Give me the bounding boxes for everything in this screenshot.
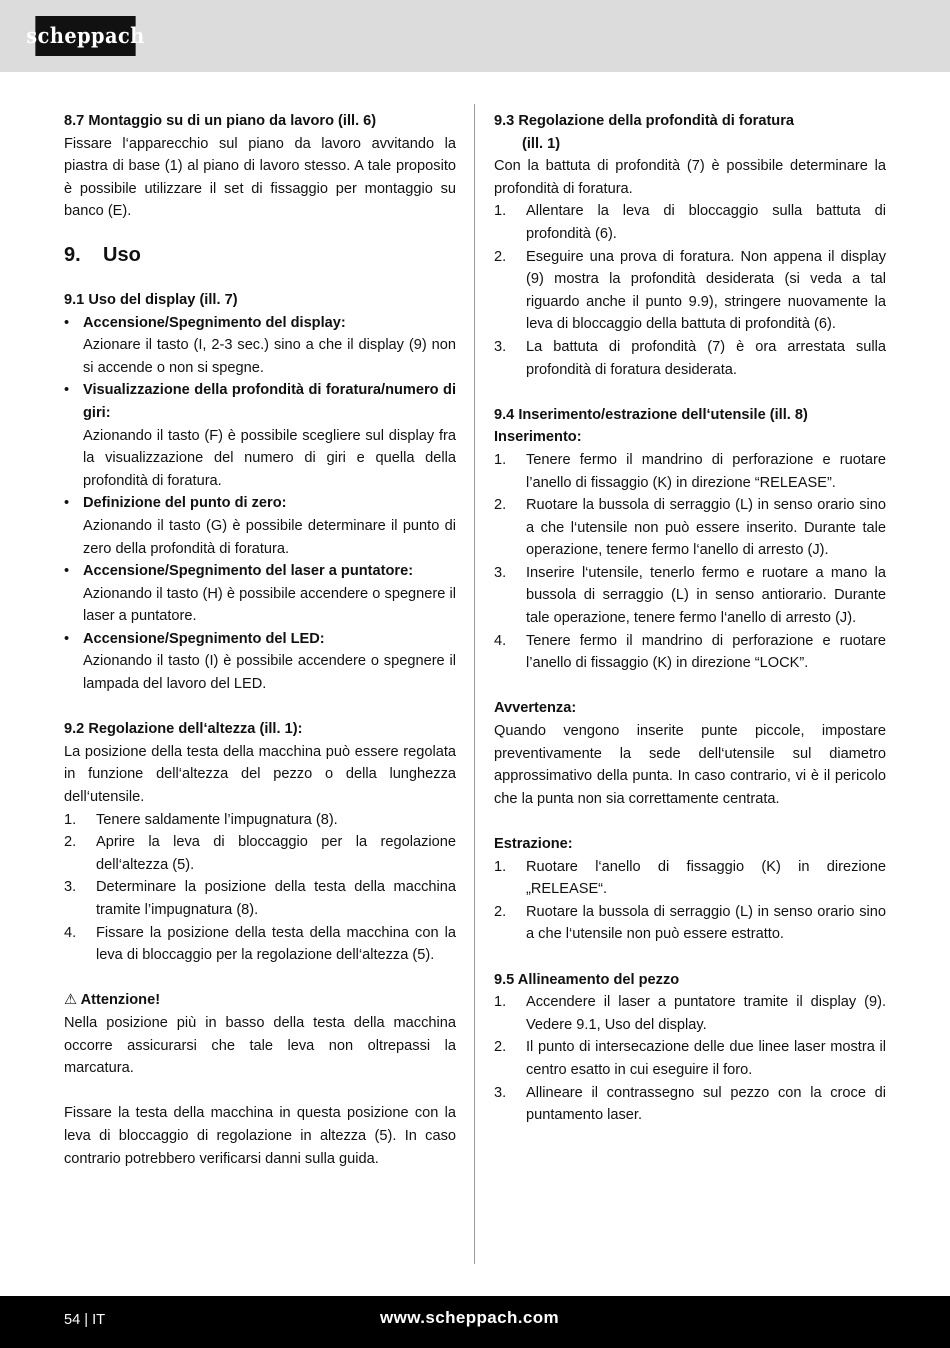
extraction-subtitle: Estrazione: — [494, 836, 573, 852]
chapter-title: Uso — [103, 243, 141, 266]
chapter-number: 9. — [64, 243, 81, 266]
column-divider — [474, 104, 475, 1264]
list-item — [494, 1036, 886, 1081]
step-number: 3. — [64, 879, 77, 896]
section-9-4-title: 9.4 Inserimento/estrazione dell‘utensile (ill. 8) — [494, 406, 808, 423]
step-text: Allentare la leva di bloccaggio sulla battuta di profondità (6). — [526, 203, 886, 242]
list-item-text: Azionando il tasto (H) è possibile accendere o spegnere il laser a puntatore. — [83, 585, 456, 625]
step-text: Il punto di intersecazione delle due linee laser mostra il centro esatto in cui eseguire il foro. — [526, 1039, 886, 1078]
website-link[interactable]: www.scheppach.com — [380, 1308, 560, 1327]
list-item-text: Azionando il tasto (I) è possibile accendere o spegnere il lampada del lavoro del LED. — [83, 653, 456, 693]
header-bar — [0, 0, 950, 72]
section-8-7-title: 8.7 Montaggio su di un piano da lavoro (ill. 6) — [64, 113, 377, 129]
step-number: 1. — [494, 451, 507, 468]
list-item — [494, 246, 886, 336]
step-text: Eseguire una prova di foratura. Non appena il display (9) mostra la profondità desiderata (si veda a tal riguardo anche il punto 9.9), stringere nuovamente la leva di bloccaggio della battuta di profondità (6). — [526, 248, 886, 333]
footer-bar — [0, 1296, 950, 1348]
section-8-7-text: Fissare l‘apparecchio sul piano da lavoro avvitando la piastra di base (1) al piano di lavoro stesso. A tale proposito è possibile utilizzare il set di fissaggio per montaggio su banco (E). — [64, 135, 456, 220]
list-item — [64, 492, 456, 560]
step-text: Ruotare la bussola di serraggio (L) in senso orario sino a che l‘utensile non può essere inserito. Durante tale operazione, tenere fermo l‘anello di arresto (J). — [526, 497, 886, 559]
display-functions-list — [64, 312, 456, 696]
list-item — [64, 312, 456, 380]
alignment-steps-list — [494, 991, 886, 1127]
step-text: Ruotare la bussola di serraggio (L) in senso orario sino a che l‘utensile non può essere estratto. — [526, 903, 886, 943]
warning-heading — [64, 989, 456, 1012]
step-number: 3. — [494, 564, 507, 581]
step-number: 1. — [494, 203, 507, 220]
step-text: Fissare la posizione della testa della macchina con la leva di bloccaggio per la regolazione dell‘altezza (5). — [96, 924, 456, 964]
step-number: 1. — [494, 858, 507, 875]
list-item — [64, 831, 456, 876]
step-text: Determinare la posizione della testa della macchina tramite l’impugnatura (8). — [96, 879, 456, 918]
section-9-3-text: Con la battuta di profondità (7) è possibile determinare la profondità di foratura. — [494, 158, 886, 197]
step-text: Tenere fermo il mandrino di perforazione e ruotare l’anello di fissaggio (K) in direzione “RELEASE”. — [526, 451, 886, 491]
list-item — [494, 1082, 886, 1127]
step-number: 2. — [64, 834, 77, 851]
list-item — [64, 379, 456, 492]
list-item — [494, 630, 886, 675]
list-item — [494, 856, 886, 901]
step-number: 2. — [494, 903, 507, 920]
step-number: 2. — [494, 497, 507, 514]
list-item-title: • Accensione/Spegnimento del display: — [83, 314, 346, 331]
left-column — [64, 110, 456, 1170]
section-9-3-title-ref: (ill. 1) — [522, 135, 561, 152]
section-9-1-title: 9.1 Uso del display (ill. 7) — [64, 291, 238, 308]
list-item — [494, 200, 886, 245]
depth-steps-list — [494, 200, 886, 381]
height-steps-list — [64, 809, 456, 967]
warning-triangle-icon: ⚠ — [64, 992, 78, 1009]
section-9-5-title: 9.5 Allineamento del pezzo — [494, 971, 680, 988]
step-number: 2. — [494, 248, 507, 265]
list-item-title: • Accensione/Spegnimento del LED: — [83, 630, 325, 647]
step-text: Inserire l‘utensile, tenerlo fermo e ruotare a mano la bussola di serraggio (L) in senso antiorario. Durante tale operazione, tenere fermo l‘anello di arresto (J). — [526, 564, 886, 627]
step-text: La battuta di profondità (7) è ora arrestata sulla profondità di foratura desiderata. — [526, 338, 886, 378]
step-number: 3. — [494, 1084, 507, 1101]
page-number: 54 | IT — [64, 1312, 106, 1328]
list-item-text: Azionando il tasto (F) è possibile scegliere sul display fra la visualizzazione del numero di giri e quella della profondità di foratura. — [83, 427, 456, 489]
insertion-steps-list — [494, 449, 886, 675]
list-item-text: Azionando il tasto (G) è possibile determinare il punto di zero della profondità di foratura. — [83, 517, 456, 557]
list-item — [494, 336, 886, 381]
section-9-3-title: 9.3 Regolazione della profondità di foratura — [494, 113, 795, 129]
list-item — [494, 991, 886, 1036]
insertion-subtitle: Inserimento: — [494, 429, 582, 446]
step-text: Allineare il contrassegno sul pezzo con la croce di puntamento laser. — [526, 1084, 886, 1124]
note-text: Quando vengono inserite punte piccole, impostare preventivamente la sede dell‘utensile sul diametro approssimativo della punta. In caso contrario, vi è il pericolo che la punta non sia correttamente centrata. — [494, 723, 886, 807]
list-item-text: Azionare il tasto (I, 2-3 sec.) sino a che il display (9) non si accende o non si spegne. — [83, 337, 456, 376]
warning-text-2: Fissare la testa della macchina in questa posizione con la leva di bloccaggio di regolazione in altezza (5). In caso contrario potrebbero verificarsi danni sulla guida. — [64, 1105, 456, 1167]
section-9-2-text: La posizione della testa della macchina può essere regolata in funzione dell‘altezza del pezzo o della lunghezza dell‘utensile. — [64, 743, 456, 806]
step-number: 4. — [494, 632, 507, 649]
brand-logo: scheppach — [35, 16, 135, 56]
step-text: Tenere fermo il mandrino di perforazione e ruotare l’anello di fissaggio (K) in direzione “LOCK”. — [526, 632, 886, 672]
list-item — [494, 494, 886, 562]
section-9-2-title: 9.2 Regolazione dell‘altezza (ill. 1): — [64, 721, 303, 738]
step-number: 4. — [64, 924, 77, 941]
list-item — [64, 628, 456, 696]
step-text: Tenere saldamente l’impugnatura (8). — [96, 811, 338, 828]
list-item — [494, 562, 886, 630]
extraction-steps-list — [494, 856, 886, 946]
step-number: 1. — [64, 811, 77, 828]
step-text: Aprire la leva di bloccaggio per la regolazione dell‘altezza (5). — [96, 834, 456, 873]
list-item — [64, 922, 456, 967]
list-item-title: • Definizione del punto di zero: — [83, 495, 287, 512]
step-number: 3. — [494, 338, 507, 355]
step-text: Accendere il laser a puntatore tramite il display (9). Vedere 9.1, Uso del display. — [526, 994, 886, 1033]
list-item — [64, 876, 456, 921]
list-item-title: • Visualizzazione della profondità di foratura/numero di giri: — [83, 382, 456, 421]
note-title: Avvertenza: — [494, 700, 577, 717]
list-item — [494, 449, 886, 494]
step-number: 1. — [494, 994, 507, 1011]
warning-text: Nella posizione più in basso della testa della macchina occorre assicurarsi che tale leva non oltrepassi la marcatura. — [64, 1014, 456, 1077]
chapter-9-heading — [64, 242, 456, 268]
list-item-title: • Accensione/Spegnimento del laser a puntatore: — [83, 563, 414, 580]
right-column — [494, 110, 886, 1127]
list-item — [494, 901, 886, 946]
step-text: Ruotare l‘anello di fissaggio (K) in direzione „RELEASE“. — [526, 858, 886, 898]
list-item — [64, 809, 456, 832]
list-item — [64, 560, 456, 628]
warning-title: Attenzione! — [80, 992, 161, 1009]
step-number: 2. — [494, 1039, 507, 1056]
